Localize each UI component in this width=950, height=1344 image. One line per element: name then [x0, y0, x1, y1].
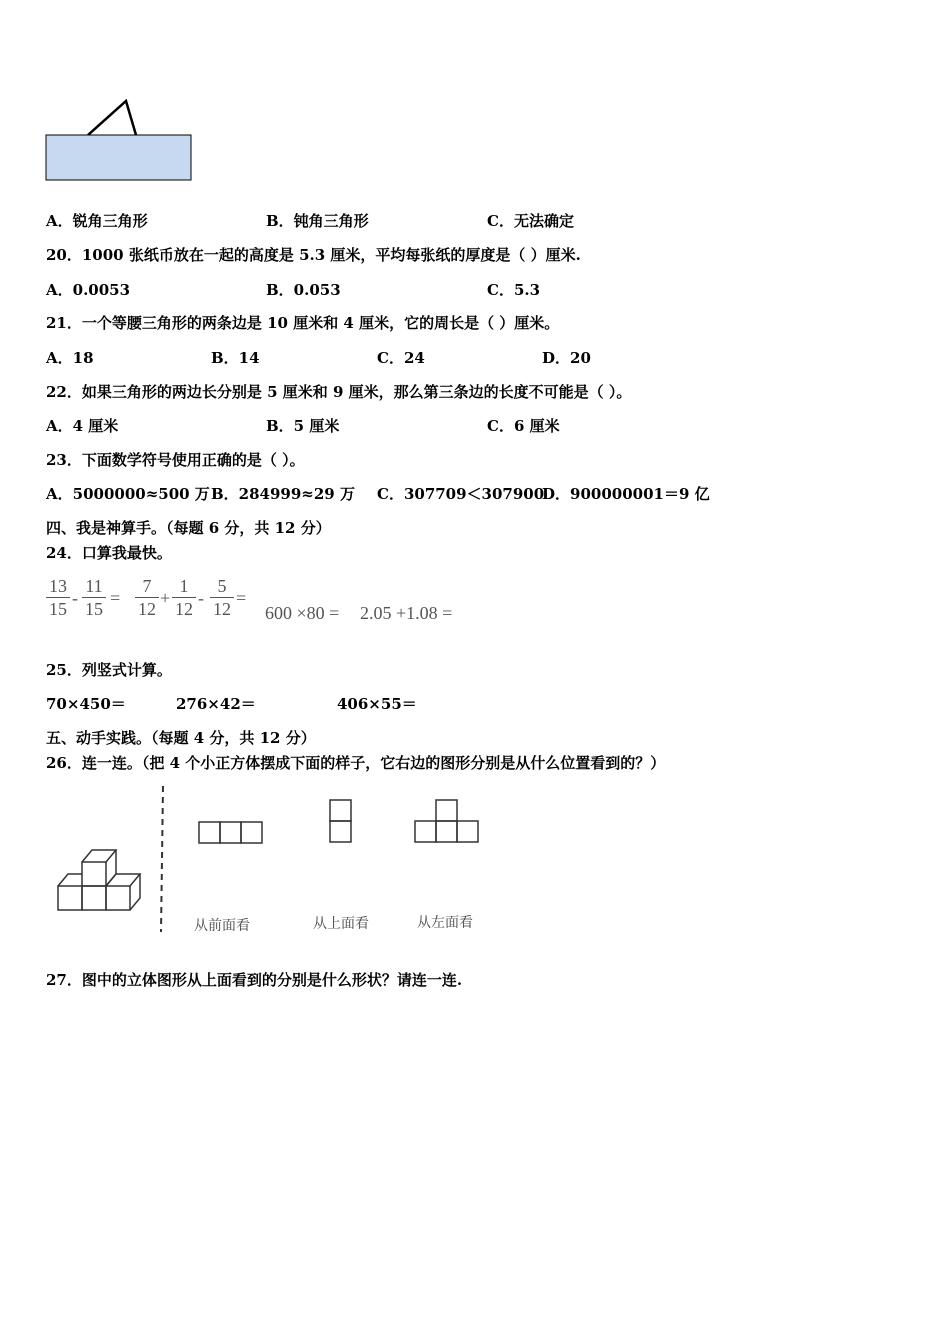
fraction-5-12: 5 12 [210, 576, 234, 619]
fraction-13-15: 13 15 [46, 576, 70, 619]
calc-2.05+1.08: 2.05 +1.08 = [360, 603, 453, 623]
q21-option-a[interactable]: A．18 [46, 349, 94, 367]
view-three-in-row [198, 821, 266, 845]
q20-text: 20．1000 张纸币放在一起的高度是 5.3 厘米，平均每张纸的厚度是（ ）厘米. [46, 246, 581, 264]
q20-option-a[interactable]: A．0.0053 [46, 281, 131, 299]
q19-option-a[interactable]: A．锐角三角形 [46, 212, 148, 230]
section5-title: 五、动手实践。（每题 4 分，共 12 分） [46, 729, 316, 747]
label-top-view: 从上面看 [313, 916, 369, 932]
q20-option-c[interactable]: C．5.3 [487, 281, 541, 299]
fraction-1-12: 1 12 [172, 576, 196, 619]
equals-sign: = [110, 588, 121, 608]
q20-option-b[interactable]: B．0.053 [266, 281, 341, 299]
label-left-view: 从左面看 [417, 915, 473, 931]
triangle-top [88, 101, 136, 135]
q25-item-3: 406×55＝ [337, 695, 417, 713]
q23-option-b[interactable]: B．284999≈29 万 [211, 485, 355, 503]
q22-option-a[interactable]: A．4 厘米 [46, 417, 119, 435]
q22-option-c[interactable]: C．6 厘米 [487, 417, 560, 435]
q23-option-a[interactable]: A．5000000≈500 万 [46, 485, 210, 503]
fraction-7-12: 7 12 [135, 576, 159, 619]
triangle-rectangle-figure [40, 95, 200, 185]
q19-option-c[interactable]: C．无法确定 [487, 212, 574, 230]
minus-sign: - [72, 588, 78, 608]
q19-option-b[interactable]: B．钝角三角形 [266, 212, 369, 230]
q23-text: 23．下面数学符号使用正确的是（ ）。 [46, 451, 305, 469]
q26-text: 26．连一连。（把 4 个小正方体摆成下面的样子，它右边的图形分别是从什么位置看到的？） [46, 754, 666, 772]
label-front-view: 从前面看 [194, 918, 250, 934]
q23-option-c[interactable]: C．307709＜307900 [377, 485, 545, 503]
section4-title: 四、我是神算手。（每题 6 分，共 12 分） [46, 519, 331, 537]
q21-option-c[interactable]: C．24 [377, 349, 425, 367]
minus-sign: - [198, 588, 204, 608]
q24-text: 24．口算我最快。 [46, 544, 172, 562]
q25-item-1: 70×450＝ [46, 695, 126, 713]
equals-sign: = [236, 588, 247, 608]
q22-text: 22．如果三角形的两边长分别是 5 厘米和 9 厘米，那么第三条边的长度不可能是（ ）。 [46, 383, 632, 401]
view-t-shape [414, 799, 482, 845]
cube-stack-figure [50, 842, 150, 917]
q21-option-d[interactable]: D．20 [542, 349, 591, 367]
q21-option-b[interactable]: B．14 [211, 349, 260, 367]
calc-600x80: 600 ×80 = [265, 603, 340, 623]
plus-sign: + [160, 588, 171, 608]
view-two-stacked [329, 799, 354, 845]
q22-option-b[interactable]: B．5 厘米 [266, 417, 340, 435]
dashed-divider [158, 786, 168, 932]
q25-text: 25．列竖式计算。 [46, 661, 172, 679]
q25-item-2: 276×42＝ [176, 695, 256, 713]
q27-text: 27．图中的立体图形从上面看到的分别是什么形状？请连一连. [46, 971, 463, 989]
q21-text: 21．一个等腰三角形的两条边是 10 厘米和 4 厘米，它的周长是（ ）厘米。 [46, 314, 560, 332]
q23-option-d[interactable]: D．900000001＝9 亿 [542, 485, 710, 503]
fraction-11-15: 11 15 [82, 576, 106, 619]
covering-rectangle [46, 135, 191, 180]
